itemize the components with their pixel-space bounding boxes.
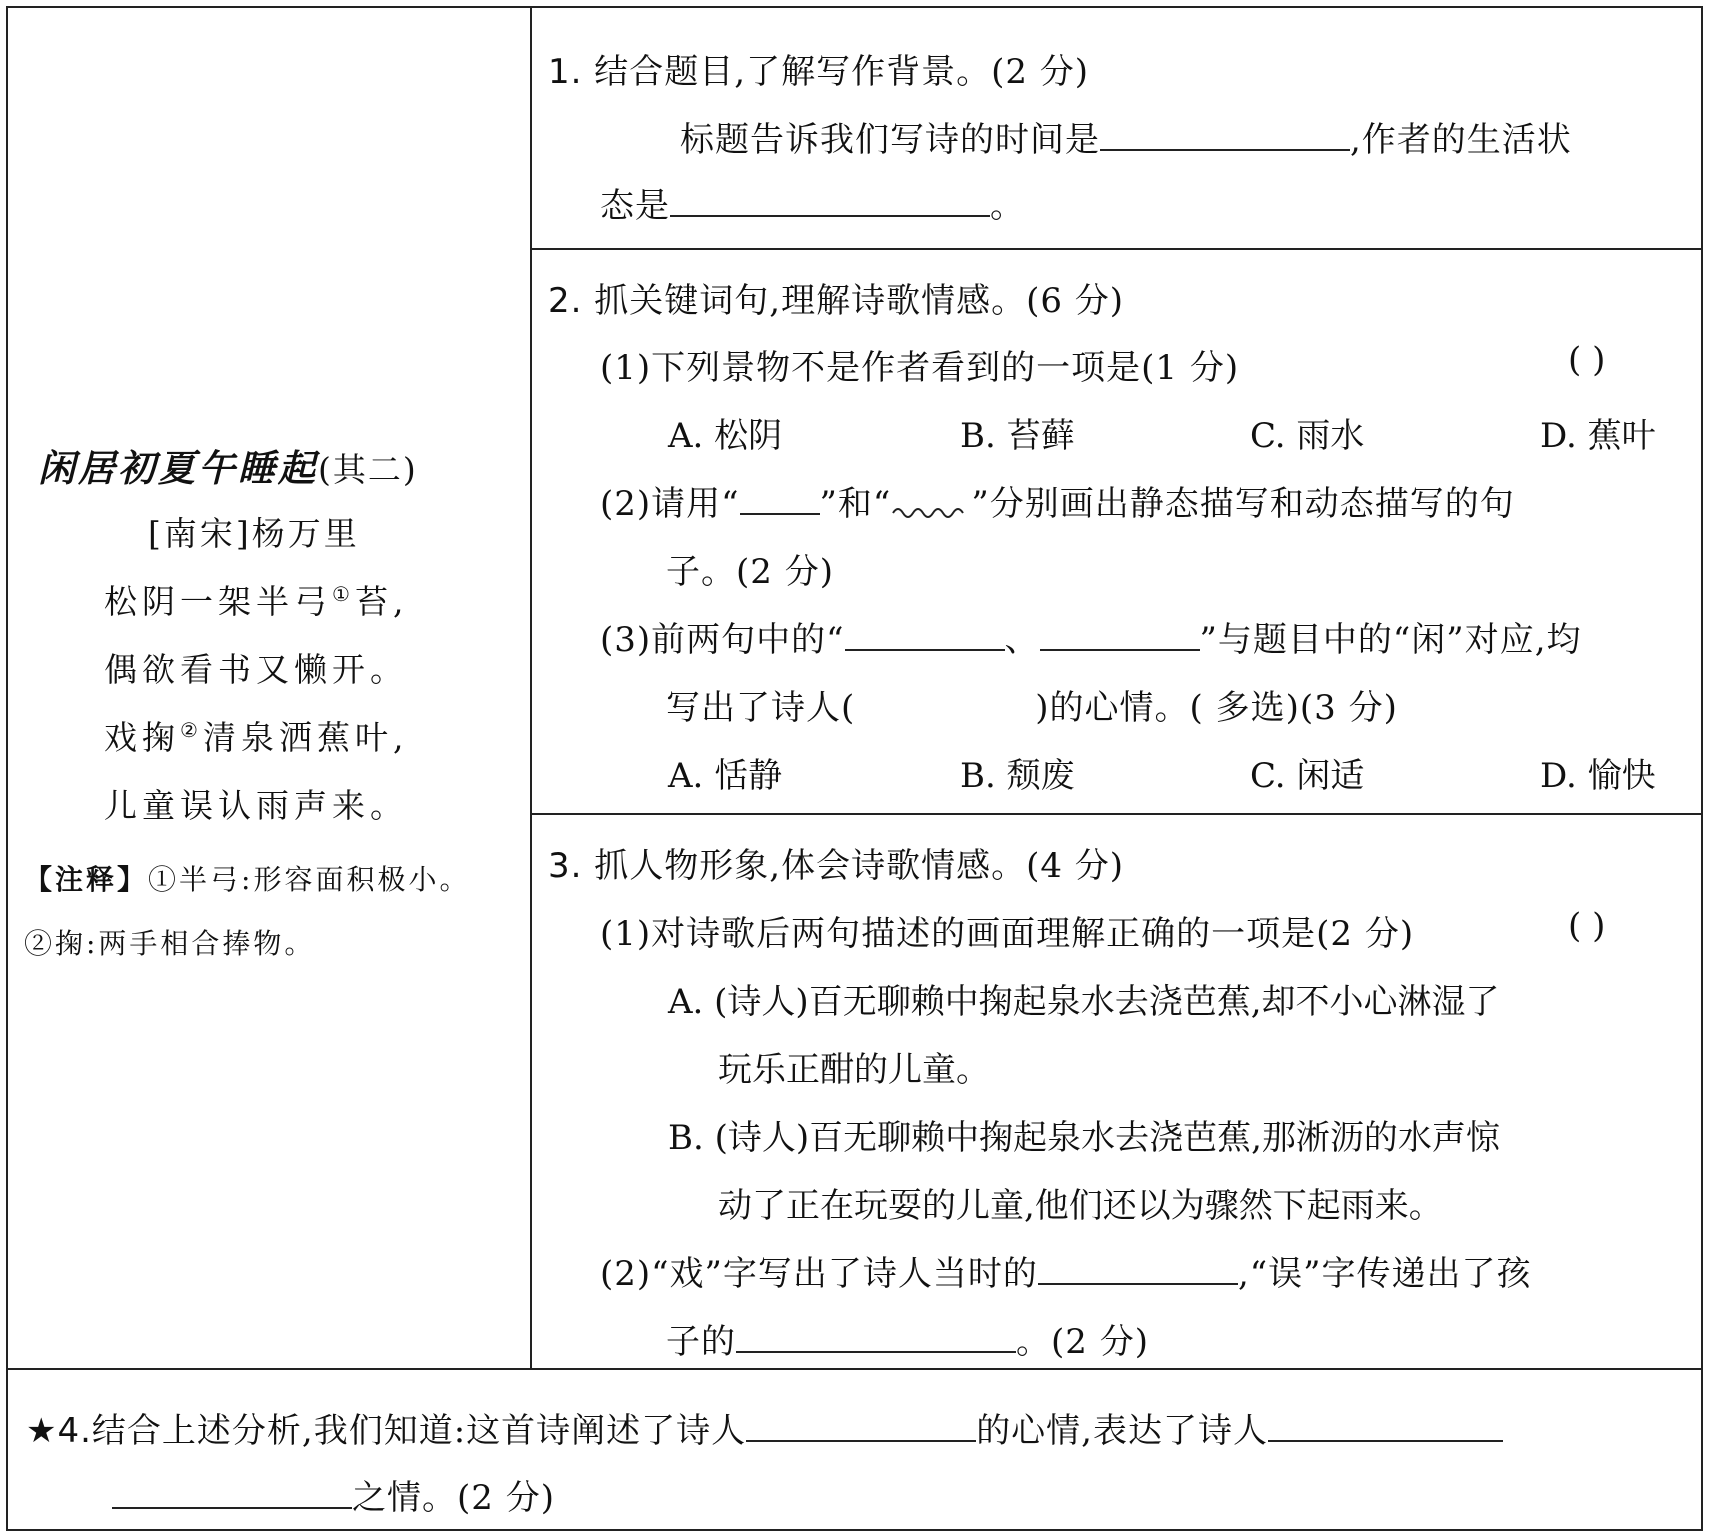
straight-line-sample [740,483,820,515]
q3-text: 子的 [666,1322,736,1362]
poem-title-text: 闲居初夏午睡起 [38,446,318,490]
q2-sub3-option-c[interactable]: C. 闲适 [1250,756,1365,796]
q2-text: 写出了诗人( [666,688,856,728]
q3-sub1: (1)对诗歌后两句描述的画面理解正确的一项是(2 分) [600,914,1415,954]
q2-text: ”与题目中的“闲”对应,均 [1199,620,1582,660]
poem-line-text: 苔, [354,582,409,621]
q2-sub3-option-b[interactable]: B. 颓废 [960,756,1075,796]
q4-blank-feeling-1[interactable] [1268,1410,1503,1442]
q1-blank-time[interactable] [1100,119,1350,151]
q2-sub3-line-2 [666,680,1398,729]
q1-text: 。 [990,186,1025,226]
q2-sub3-line-1 [600,612,1582,661]
q3-option-b-line-1[interactable]: B. (诗人)百无聊赖中掬起泉水去浇芭蕉,那淅沥的水声惊 [668,1118,1500,1158]
row-divider-1 [532,248,1703,250]
q3-text: 。(2 分) [1016,1322,1149,1362]
note-mark-2: ② [180,718,203,742]
q2-option-b[interactable]: B. 苔藓 [960,416,1075,456]
poem-line-1 [104,576,408,623]
poem-line-text: 松阴一架半弓 [104,582,332,621]
q2-sub3-option-d[interactable]: D. 愉快 [1540,756,1656,796]
note-mark-1: ① [332,582,355,606]
q3-title: 抓人物形象,体会诗歌情感。(4 分) [594,846,1125,886]
q2-blank-word-1[interactable] [845,619,1005,651]
worksheet [6,6,1703,1531]
q2-number: 2. [548,281,583,321]
q4-text: 的心情,表达了诗人 [976,1411,1268,1451]
q3-text: (2)“戏”字写出了诗人当时的 [600,1254,1038,1294]
q2-sub1: (1)下列景物不是作者看到的一项是(1 分) [600,348,1240,388]
q2-sub3-option-a[interactable]: A. 恬静 [668,756,783,796]
q2-option-d[interactable]: D. 蕉叶 [1540,416,1656,456]
poem-panel [8,8,530,1368]
q4-line-1 [26,1403,1503,1452]
wavy-line-sample [891,501,971,521]
q1-blank-state[interactable] [670,185,990,217]
q4-line-2 [112,1470,555,1519]
q3-number: 3. [548,846,583,886]
row-divider-3 [8,1368,1701,1370]
q4-number: ★4. [26,1411,92,1451]
poem-line-text: 戏掬 [104,718,180,757]
q3-sub2-line-1 [600,1246,1532,1295]
q2-option-c[interactable]: C. 雨水 [1250,416,1365,456]
poem-title [38,438,418,492]
q1-line-2 [600,178,1025,227]
q3-option-a-line-2: 玩乐正酣的儿童。 [718,1050,990,1090]
column-divider [530,8,532,1368]
q3-text: ,“误”字传递出了孩 [1237,1254,1532,1294]
q2-text: (3)前两句中的“ [600,620,845,660]
q3-blank-xi[interactable] [1038,1253,1238,1285]
row-divider-2 [532,813,1703,815]
poem-line-3 [104,712,408,759]
q1-title: 结合题目,了解写作背景。(2 分) [594,52,1090,92]
q2-text: 、 [1004,620,1040,660]
q3-option-a-line-1[interactable]: A. (诗人)百无聊赖中掬起泉水去浇芭蕉,却不小心淋湿了 [668,982,1500,1022]
q2-text: )的心情。( 多选)(3 分) [1035,688,1398,728]
q3-option-b-line-2: 动了正在玩耍的儿童,他们还以为骤然下起雨来。 [718,1186,1443,1226]
poem-subtitle: (其二) [318,450,418,489]
q3-sub2-line-2 [666,1314,1149,1363]
q3-heading [548,838,1124,887]
q2-blank-word-2[interactable] [1040,619,1200,651]
note-1 [24,858,470,898]
q1-line-1 [680,112,1572,161]
note-1-text: ①半弓:形容面积极小。 [148,863,471,896]
q2-text: (2)请用“ [600,484,740,524]
q1-text: ,作者的生活状 [1350,120,1572,160]
q2-text: ”和“ [819,484,892,524]
q1-text: 态是 [600,186,670,226]
q4-blank-feeling-2[interactable] [112,1477,352,1509]
q2-text: ”分别画出静态描写和动态描写的句 [971,484,1515,524]
notes-label: 【注释】 [24,863,149,896]
q2-title: 抓关键词句,理解诗歌情感。(6 分) [594,281,1125,321]
q2-option-a[interactable]: A. 松阴 [668,416,783,456]
note-2: ②掬:两手相合捧物。 [24,927,316,960]
q3-blank-wu[interactable] [736,1321,1016,1353]
q1-heading [548,44,1089,93]
q1-number: 1. [548,52,583,92]
q4-text: 之情。(2 分) [352,1478,555,1518]
q2-sub2-line-1 [600,476,1515,525]
q2-sub1-answer-paren[interactable]: ( ) [1568,340,1606,380]
poem-line-2: 偶欲看书又懒开。 [104,650,408,689]
poem-author: [南宋]杨万里 [148,514,360,553]
poem-line-text: 清泉洒蕉叶, [202,718,409,757]
q4-blank-mood[interactable] [746,1410,976,1442]
poem-line-4: 儿童误认雨声来。 [104,786,408,825]
q2-sub2-line-2: 子。(2 分) [666,552,834,592]
q4-text: 结合上述分析,我们知道:这首诗阐述了诗人 [91,1411,747,1451]
q3-sub1-answer-paren[interactable]: ( ) [1568,906,1606,946]
q1-text: 标题告诉我们写诗的时间是 [680,120,1100,160]
q2-heading [548,273,1124,322]
